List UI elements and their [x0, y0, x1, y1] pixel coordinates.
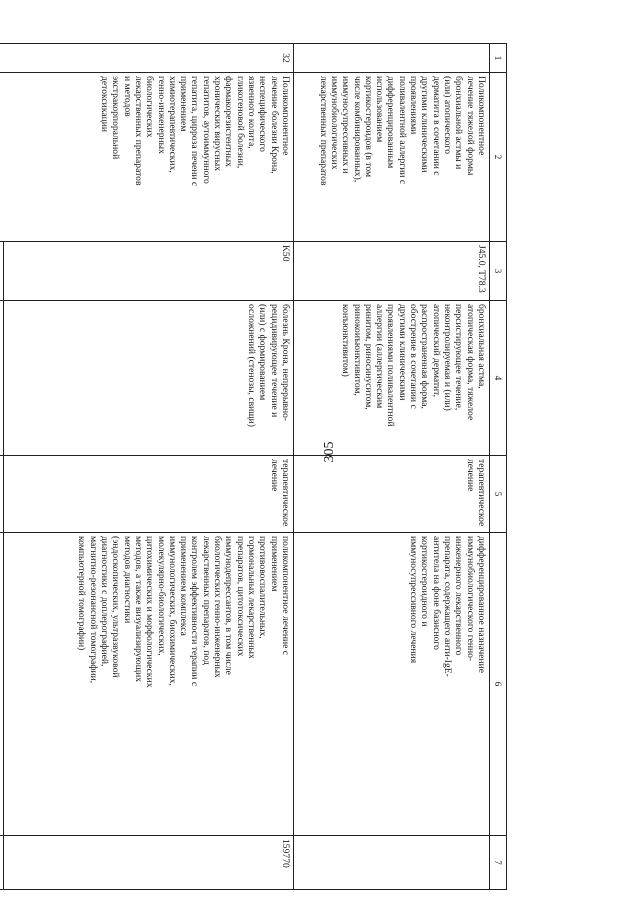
column-header: 1	[490, 44, 507, 73]
procedure-name: Поликомпонентное лечение болезни Крона, неспецифического язвенного колита, гликогеновой болезни, фармакорезистентных хронических вирусных гепатитов, аутоиммунного гепатита, цирроза печени с применением химиотерапевтических, генно-инженерных биологических лекарственных препаратов и методов экстракорпоральной детоксикации	[0, 73, 294, 242]
treatment-type	[0, 456, 4, 533]
treatment-method: дифференцированное назначение иммунобиологического генно- инженерного лекарственного препарата, содержащего анти-IgE- антитела на фоне базисного кортикостероидного и иммуносупрессивного лечения	[294, 533, 490, 836]
patient-model	[0, 301, 4, 456]
column-header: 6	[490, 533, 507, 836]
cost-value	[0, 836, 4, 890]
cost-value	[294, 836, 490, 890]
cost-value: 159770	[4, 836, 294, 890]
icd-codes: K50	[4, 242, 294, 301]
column-header: 3	[490, 242, 507, 301]
icd-codes: J45.0, T78.3	[294, 242, 490, 301]
table-row	[294, 44, 490, 890]
column-header: 4	[490, 301, 507, 456]
row-number	[294, 44, 490, 73]
row-number: 32	[0, 44, 294, 73]
column-header: 7	[490, 836, 507, 890]
page-number: 305	[322, 441, 337, 463]
treatment-method: поликомпонентное лечение с применением противовоспалительных, гормональных лекарственных препаратов, цитотоксических иммунодепрессантов, в том числе биологических генно-инженерных лекарственных препаратов, под контролем эффективности терапии с применением комплекса иммунологических, биохимических, молекулярно-биологических, цитохимических и морфологических методов, а также визуализирующих методов диагностики (эндоскопических, ультразвуковой диагностики с доплерографией, магнитно-резонансной томографии, компьютерной томографии)	[4, 533, 294, 836]
icd-codes	[0, 242, 4, 301]
patient-model: бронхиальная астма, атопическая форма, тяжелое персистирующее течение, неконтролируемая и (или) атопический дерматит, распространенная форма, обострение в сочетании с другими клиническими проявлениями поливалентной аллергии (аллергическим ринитом, риносинуситом, ринокоиъюнктивитом, конъюнктивитом)	[294, 301, 490, 456]
rotated-table-container	[0, 43, 507, 868]
procedure-name: Поликомпонентное лечение тяжелой формы бронхиальной астмы и (или) атопического дерматита в сочетании с другими клиническими проявлениями поливалентной аллергии с дифференцированным использованием кортикостероидов (в том числе комбинированных), иммуносупрессивных и иммунобиологических лекарственных препаратов	[294, 73, 490, 242]
patient-model: болезнь Крона, непрерывно- рецидивирующее течение и (или) с формированием осложнений (стенозы, свищи)	[4, 301, 294, 456]
treatment-type: терапевтическое лечение	[4, 456, 294, 533]
column-header: 2	[490, 73, 507, 242]
treatment-type: терапевтическое лечение	[294, 456, 490, 533]
header-row	[490, 44, 507, 890]
table-row	[4, 44, 294, 890]
treatment-method	[0, 533, 4, 836]
column-header: 5	[490, 456, 507, 533]
procedures-table	[0, 43, 507, 890]
